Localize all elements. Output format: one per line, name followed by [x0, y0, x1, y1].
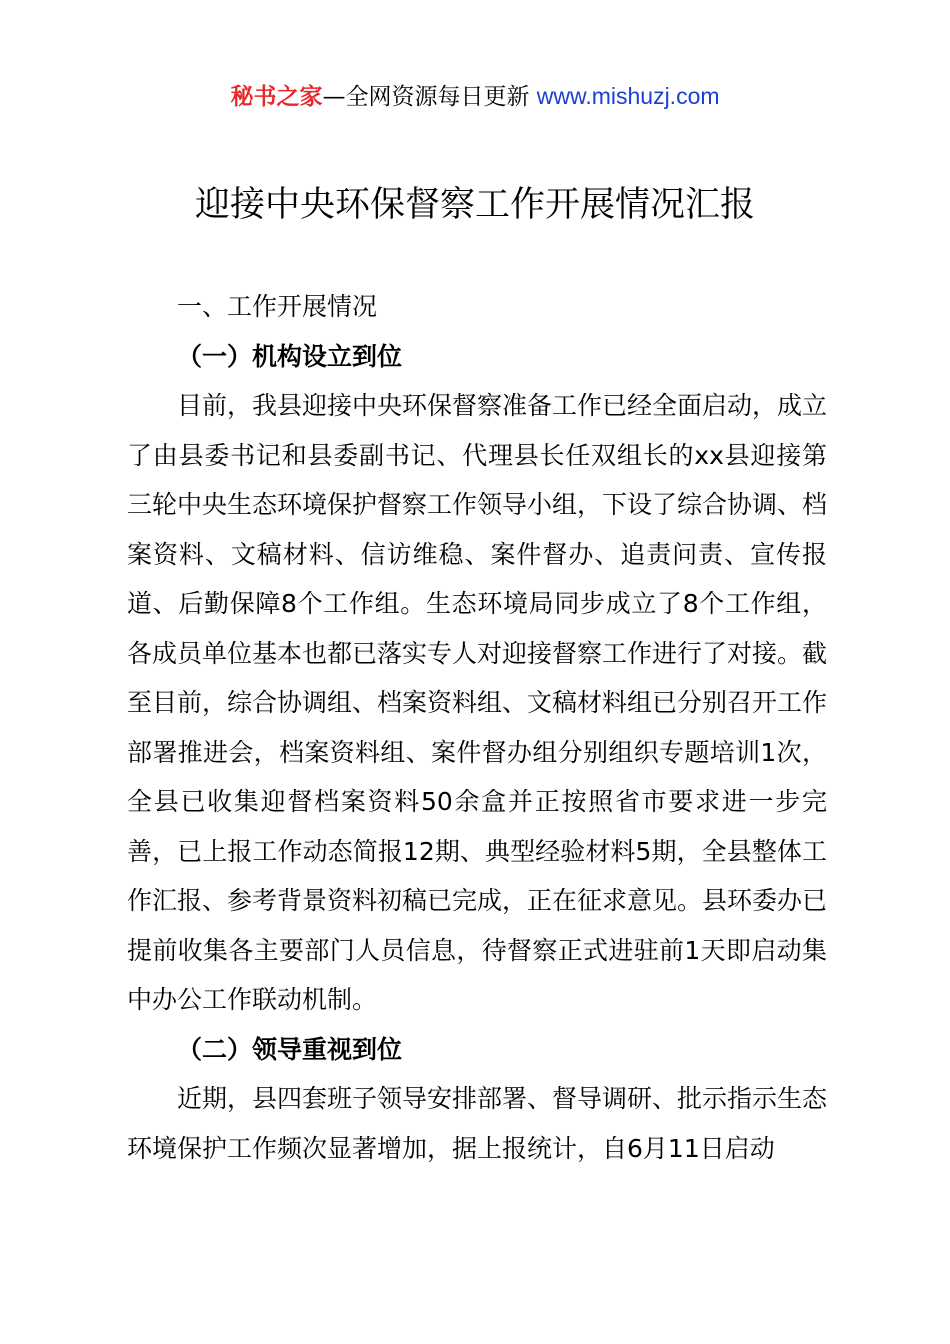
document-title: 迎接中央环保督察工作开展情况汇报 — [194, 185, 755, 225]
paragraph-leadership: 近期，县四套班子领导安排部署、督导调研、批示指示生态环境保护工作频次显著增加，据上报统计，自6月11日启动 — [127, 1084, 828, 1163]
subsection-heading-leadership: （二）领导重视到位 — [177, 1034, 403, 1064]
document-body — [127, 282, 827, 1173]
site-header — [0, 80, 950, 113]
subsection-heading-organization: （一）机构设立到位 — [177, 341, 403, 371]
paragraph-organization: 目前，我县迎接中央环保督察准备工作已经全面启动，成立了由县委书记和县委副书记、代理县长任双组长的xx县迎接第三轮中央生态环境保护督察工作领导小组，下设了综合协调、档案资料、文稿材料、信访维稳、案件督办、追责问责、宣传报道、后勤保障8个工作组。生态环境局同步成立了8个工作组，各成员单位基本也都已落实专人对迎接督察工作进行了对接。截至目前，综合协调组、档案资料组、文稿材料组已分别召开工作部署推进会，档案资料组、案件督办组分别组织专题培训1次，全县已收集迎督档案资料50余盒并正按照省市要求进一步完善，已上报工作动态简报12期、典型经验材料5期，全县整体工作汇报、参考背景资料初稿已完成，正在征求意见。县环委办已提前收集各主要部门人员信息，待督察正式进驻前1天即启动集中办公工作联动机制。 — [127, 391, 828, 1014]
brand-name: 秘书之家 — [230, 84, 323, 110]
section-heading-work-status: 一、工作开展情况 — [177, 292, 378, 321]
site-url-link[interactable]: www.mishuzj.com — [536, 83, 720, 109]
site-tagline: —全网资源每日更新 — [322, 84, 537, 110]
